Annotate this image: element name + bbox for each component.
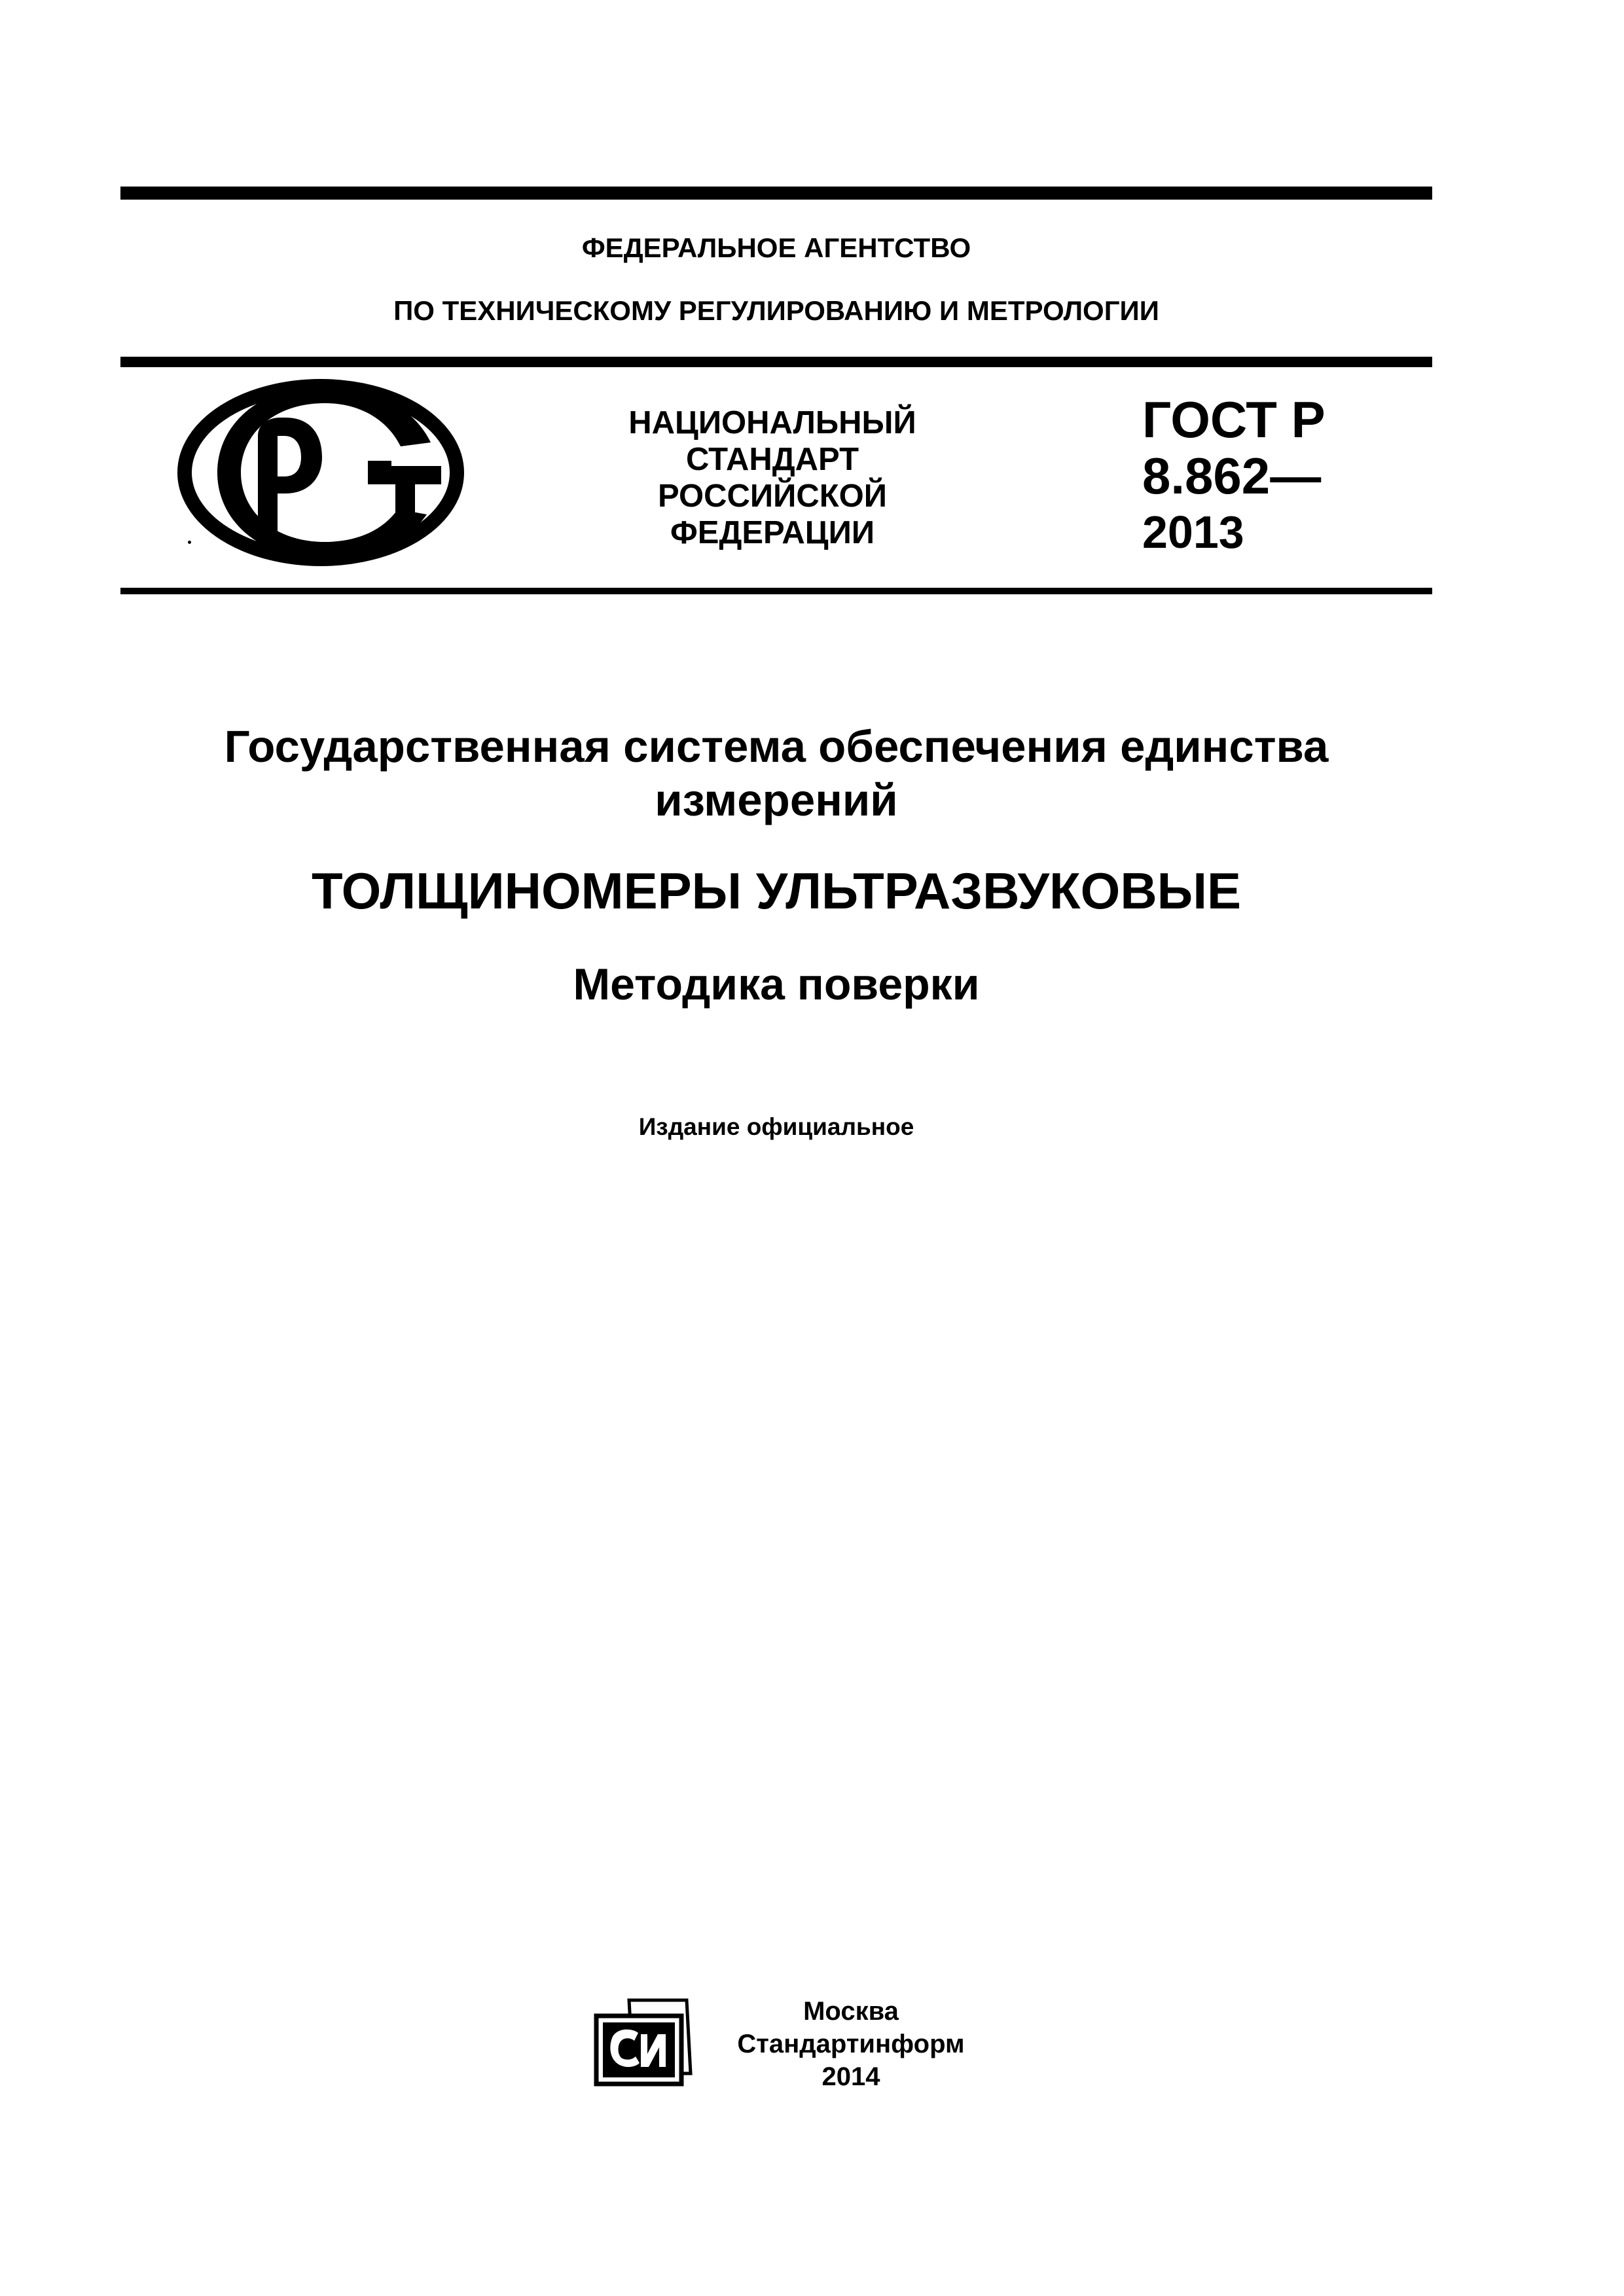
standard-type-line: НАЦИОНАЛЬНЫЙ [628, 405, 916, 440]
national-standard-label [589, 404, 956, 551]
rst-mark-icon [177, 378, 471, 567]
header-bottom-rule [120, 588, 1432, 594]
gost-prefix: ГОСТ Р [1142, 391, 1326, 448]
imprint-city: Москва [803, 1997, 899, 2026]
imprint-year: 2014 [821, 2062, 880, 2091]
gost-year: 2013 [1142, 507, 1244, 558]
header-top-rule [120, 357, 1432, 367]
system-title-line: измерений [655, 775, 898, 825]
system-title-line: Государственная система обеспечения единства [224, 721, 1329, 772]
agency-name-line-1: ФЕДЕРАЛЬНОЕ АГЕНТСТВО [581, 232, 971, 263]
print-speck [188, 541, 191, 544]
top-rule [120, 187, 1432, 200]
system-title [120, 720, 1432, 827]
agency-name-line-2: ПО ТЕХНИЧЕСКОМУ РЕГУЛИРОВАНИЮ И МЕТРОЛОГИИ [393, 295, 1159, 326]
gost-designation [1142, 391, 1326, 560]
sub-title: Методика поверки [573, 960, 980, 1009]
standard-type-line: РОССИЙСКОЙ [658, 478, 887, 514]
standard-type-line: СТАНДАРТ [685, 442, 859, 477]
main-title: ТОЛЩИНОМЕРЫ УЛЬТРАЗВУКОВЫЕ [311, 862, 1242, 920]
edition-note: Издание официальное [638, 1113, 914, 1140]
imprint [720, 1995, 982, 2093]
standartinform-logo-icon [592, 1998, 698, 2088]
standard-type-line: ФЕДЕРАЦИИ [670, 515, 875, 550]
gost-code: 8.862— [1142, 447, 1322, 505]
imprint-publisher: Стандартинформ [737, 2030, 965, 2058]
